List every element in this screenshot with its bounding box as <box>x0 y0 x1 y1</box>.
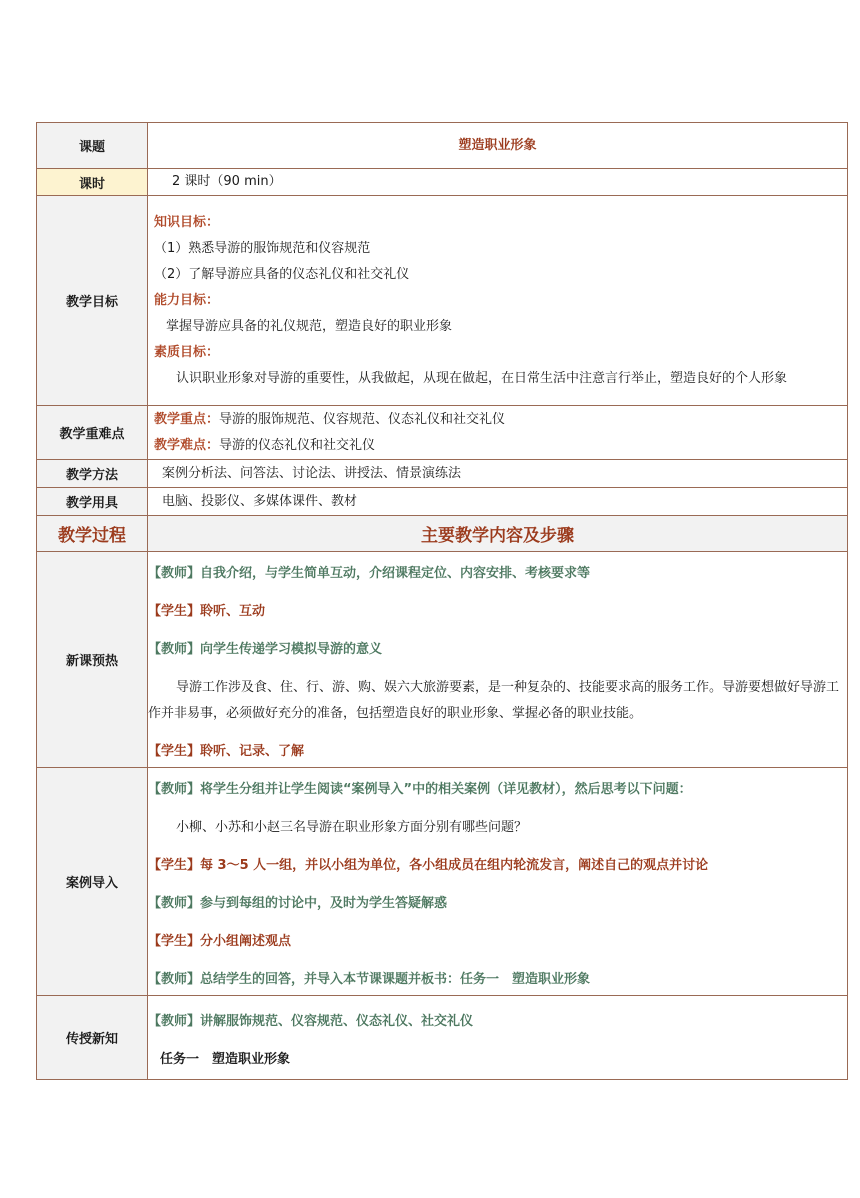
teach-content <box>148 996 848 1080</box>
knowledge-item-1: （1）熟悉导游的服饰规范和仪容规范 <box>154 240 371 256</box>
row-teach <box>37 996 848 1080</box>
case-teacher-1: 【教师】将学生分组并让学生阅读“案例导入”中的相关案例（详见教材），然后思考以下问题： <box>148 781 692 797</box>
row-methods <box>37 460 848 488</box>
case-content <box>148 768 848 996</box>
hours-label: 课时 <box>37 169 148 196</box>
row-key-points <box>37 406 848 460</box>
focus-heading: 教学重点： <box>154 411 220 427</box>
case-question: 小柳、小苏和小赵三名导游在职业形象方面分别有哪些问题？ <box>176 819 528 835</box>
objectives-content <box>148 196 848 406</box>
tools-label: 教学用具 <box>37 488 148 516</box>
methods-label: 教学方法 <box>37 460 148 488</box>
methods-value: 案例分析法、问答法、讨论法、讲授法、情景演练法 <box>148 460 848 488</box>
quality-heading: 素质目标： <box>154 344 220 360</box>
tools-value: 电脑、投影仪、多媒体课件、教材 <box>148 488 848 516</box>
process-header-left: 教学过程 <box>37 516 148 552</box>
difficulty-text: 导游的仪态礼仪和社交礼仪 <box>219 437 376 453</box>
ability-text: 掌握导游应具备的礼仪规范，塑造良好的职业形象 <box>166 318 453 334</box>
ability-heading: 能力目标： <box>154 292 220 308</box>
objectives-label: 教学目标 <box>37 196 148 406</box>
row-hours <box>37 169 848 196</box>
preview-paragraph: 导游工作涉及食、住、行、游、购、娱六大旅游要素，是一种复杂的、技能要求高的服务工作。导游要想做好导游工作并非易事，必须做好充分的准备，包括塑造良好的职业形象、掌握必备的职业技能。 <box>148 679 840 721</box>
case-student-2: 【学生】分小组阐述观点 <box>148 933 292 949</box>
preview-student-1: 【学生】聆听、互动 <box>148 603 266 619</box>
preview-student-2: 【学生】聆听、记录、了解 <box>148 743 305 759</box>
process-header-right: 主要教学内容及步骤 <box>148 516 848 552</box>
row-tools <box>37 488 848 516</box>
row-topic <box>37 123 848 169</box>
teach-label: 传授新知 <box>37 996 148 1080</box>
topic-title: 塑造职业形象 <box>148 123 848 169</box>
difficulty-heading: 教学难点： <box>154 437 220 453</box>
row-objectives <box>37 196 848 406</box>
row-process-header <box>37 516 848 552</box>
teach-teacher-1: 【教师】讲解服饰规范、仪容规范、仪态礼仪、社交礼仪 <box>148 1013 474 1029</box>
row-case <box>37 768 848 996</box>
knowledge-item-2: （2）了解导游应具备的仪态礼仪和社交礼仪 <box>154 266 410 282</box>
preview-teacher-1: 【教师】自我介绍，与学生简单互动，介绍课程定位、内容安排、考核要求等 <box>148 565 591 581</box>
case-student-1: 【学生】每 3～5 人一组，并以小组为单位，各小组成员在组内轮流发言，阐述自己的观点并讨论 <box>148 857 709 873</box>
knowledge-heading: 知识目标： <box>154 214 220 230</box>
preview-content <box>148 552 848 768</box>
row-preview <box>37 552 848 768</box>
lesson-plan-table <box>36 122 848 1080</box>
case-teacher-3: 【教师】总结学生的回答，并导入本节课课题并板书：任务一 塑造职业形象 <box>148 971 591 987</box>
case-label: 案例导入 <box>37 768 148 996</box>
preview-teacher-2: 【教师】向学生传递学习模拟导游的意义 <box>148 641 383 657</box>
topic-label: 课题 <box>37 123 148 169</box>
quality-text: 认识职业形象对导游的重要性，从我做起，从现在做起，在日常生活中注意言行举止，塑造良好的个人形象 <box>176 370 788 386</box>
key-points-label: 教学重难点 <box>37 406 148 460</box>
focus-text: 导游的服饰规范、仪容规范、仪态礼仪和社交礼仪 <box>219 411 506 427</box>
teach-task-title: 任务一 塑造职业形象 <box>160 1051 291 1067</box>
key-points-content <box>148 406 848 460</box>
hours-value: 2 课时（90 min） <box>148 169 848 196</box>
case-teacher-2: 【教师】参与到每组的讨论中，及时为学生答疑解惑 <box>148 895 448 911</box>
preview-label: 新课预热 <box>37 552 148 768</box>
